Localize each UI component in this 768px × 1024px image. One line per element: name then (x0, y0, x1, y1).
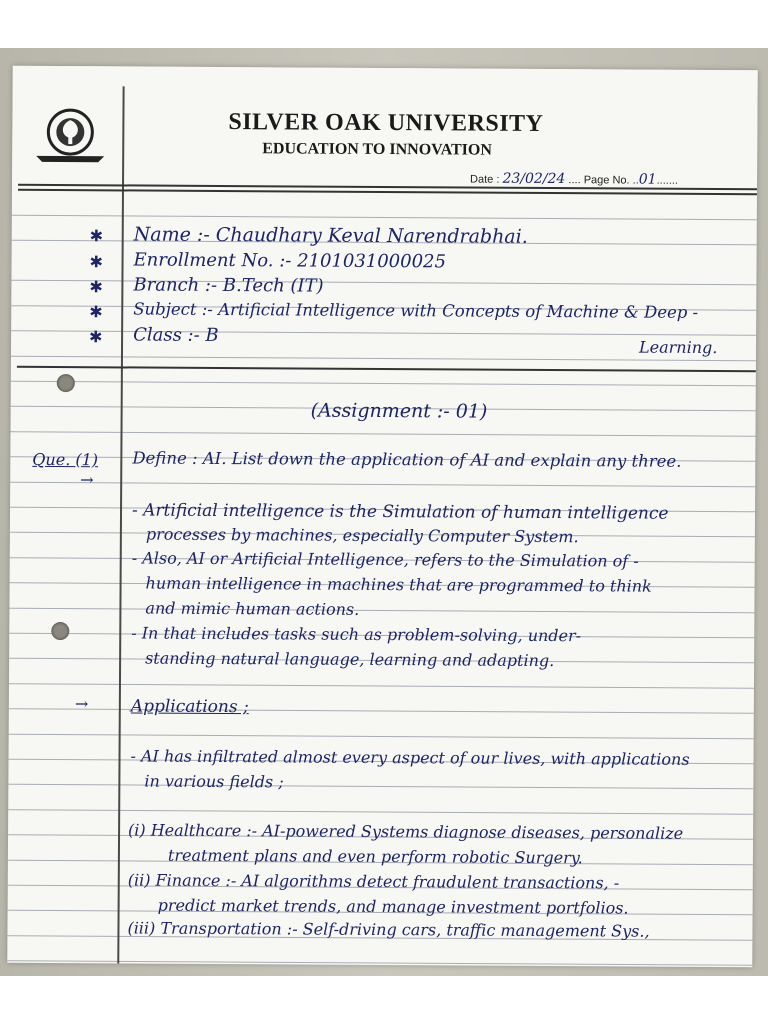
bullet-star: ✱ (89, 226, 104, 246)
enrollment-no: Enrollment No. :- 2101031000025 (133, 249, 447, 273)
bullet-star: ✱ (89, 302, 103, 322)
app-item: predict market trends, and manage investment portfolios. (157, 895, 629, 918)
subject: Subject :- Artificial Intelligence with Concepts of Machine & Deep - (133, 299, 699, 322)
subject-continuation: Learning. (638, 337, 718, 358)
page-label: Page No. (583, 174, 630, 187)
university-name: SILVER OAK UNIVERSITY (228, 109, 544, 137)
app-item: (ii) Finance :- AI algorithms detect fraudulent transactions, - (127, 870, 620, 893)
applications-heading: Applications ; (130, 696, 249, 718)
answer-line: human intelligence in machines that are programmed to think (145, 573, 652, 596)
university-logo (30, 106, 110, 166)
arrow-icon: → (80, 470, 94, 490)
app-intro-line: - AI has infiltrated almost every aspect of our lives, with applications (130, 746, 690, 769)
question-text: Define : AI. List down the application of AI and explain any three. (132, 448, 682, 471)
punch-hole (57, 374, 75, 392)
section-divider (17, 366, 756, 372)
app-item: (i) Healthcare :- AI-powered Systems diagnose diseases, personalize (128, 820, 684, 843)
app-intro-line: in various fields ; (144, 771, 284, 792)
punch-hole (51, 622, 69, 640)
answer-line: - In that includes tasks such as problem-solving, under- (131, 623, 582, 646)
answer-line: and mimic human actions. (145, 598, 360, 619)
assignment-title: (Assignment :- 01) (310, 399, 488, 423)
university-tagline: EDUCATION TO INNOVATION (262, 140, 492, 159)
bullet-star: ✱ (89, 327, 103, 347)
student-name: Name :- Chaudhary Keval Narendrabhai. (133, 223, 528, 248)
answer-line: - Also, AI or Artificial Intelligence, refers to the Simulation of - (131, 548, 639, 571)
bullet-star: ✱ (89, 277, 103, 297)
app-item: treatment plans and even perform robotic Surgery. (167, 845, 583, 868)
app-item: (iii) Transportation :- Self-driving cars, traffic management Sys., (127, 918, 650, 941)
margin-line (117, 86, 124, 966)
question-label: Que. (1) (32, 449, 99, 470)
answer-line: processes by machines, especially Computer System. (145, 524, 579, 547)
page-value: 01 (638, 171, 657, 188)
arrow-icon: → (74, 694, 89, 714)
answer-line: - Artificial intelligence is the Simulation of human intelligence (131, 500, 669, 524)
class: Class :- B (133, 324, 219, 346)
branch: Branch :- B.Tech (IT) (133, 274, 324, 297)
answer-line: standing natural language, learning and adapting. (145, 648, 555, 671)
bullet-star: ✱ (89, 252, 104, 272)
notebook-page (7, 66, 757, 968)
date-value: 23/02/24 (502, 170, 566, 188)
date-page-row: Date : 23/02/24 .... Page No. ..01....... (470, 170, 679, 188)
date-label: Date : (470, 173, 500, 186)
